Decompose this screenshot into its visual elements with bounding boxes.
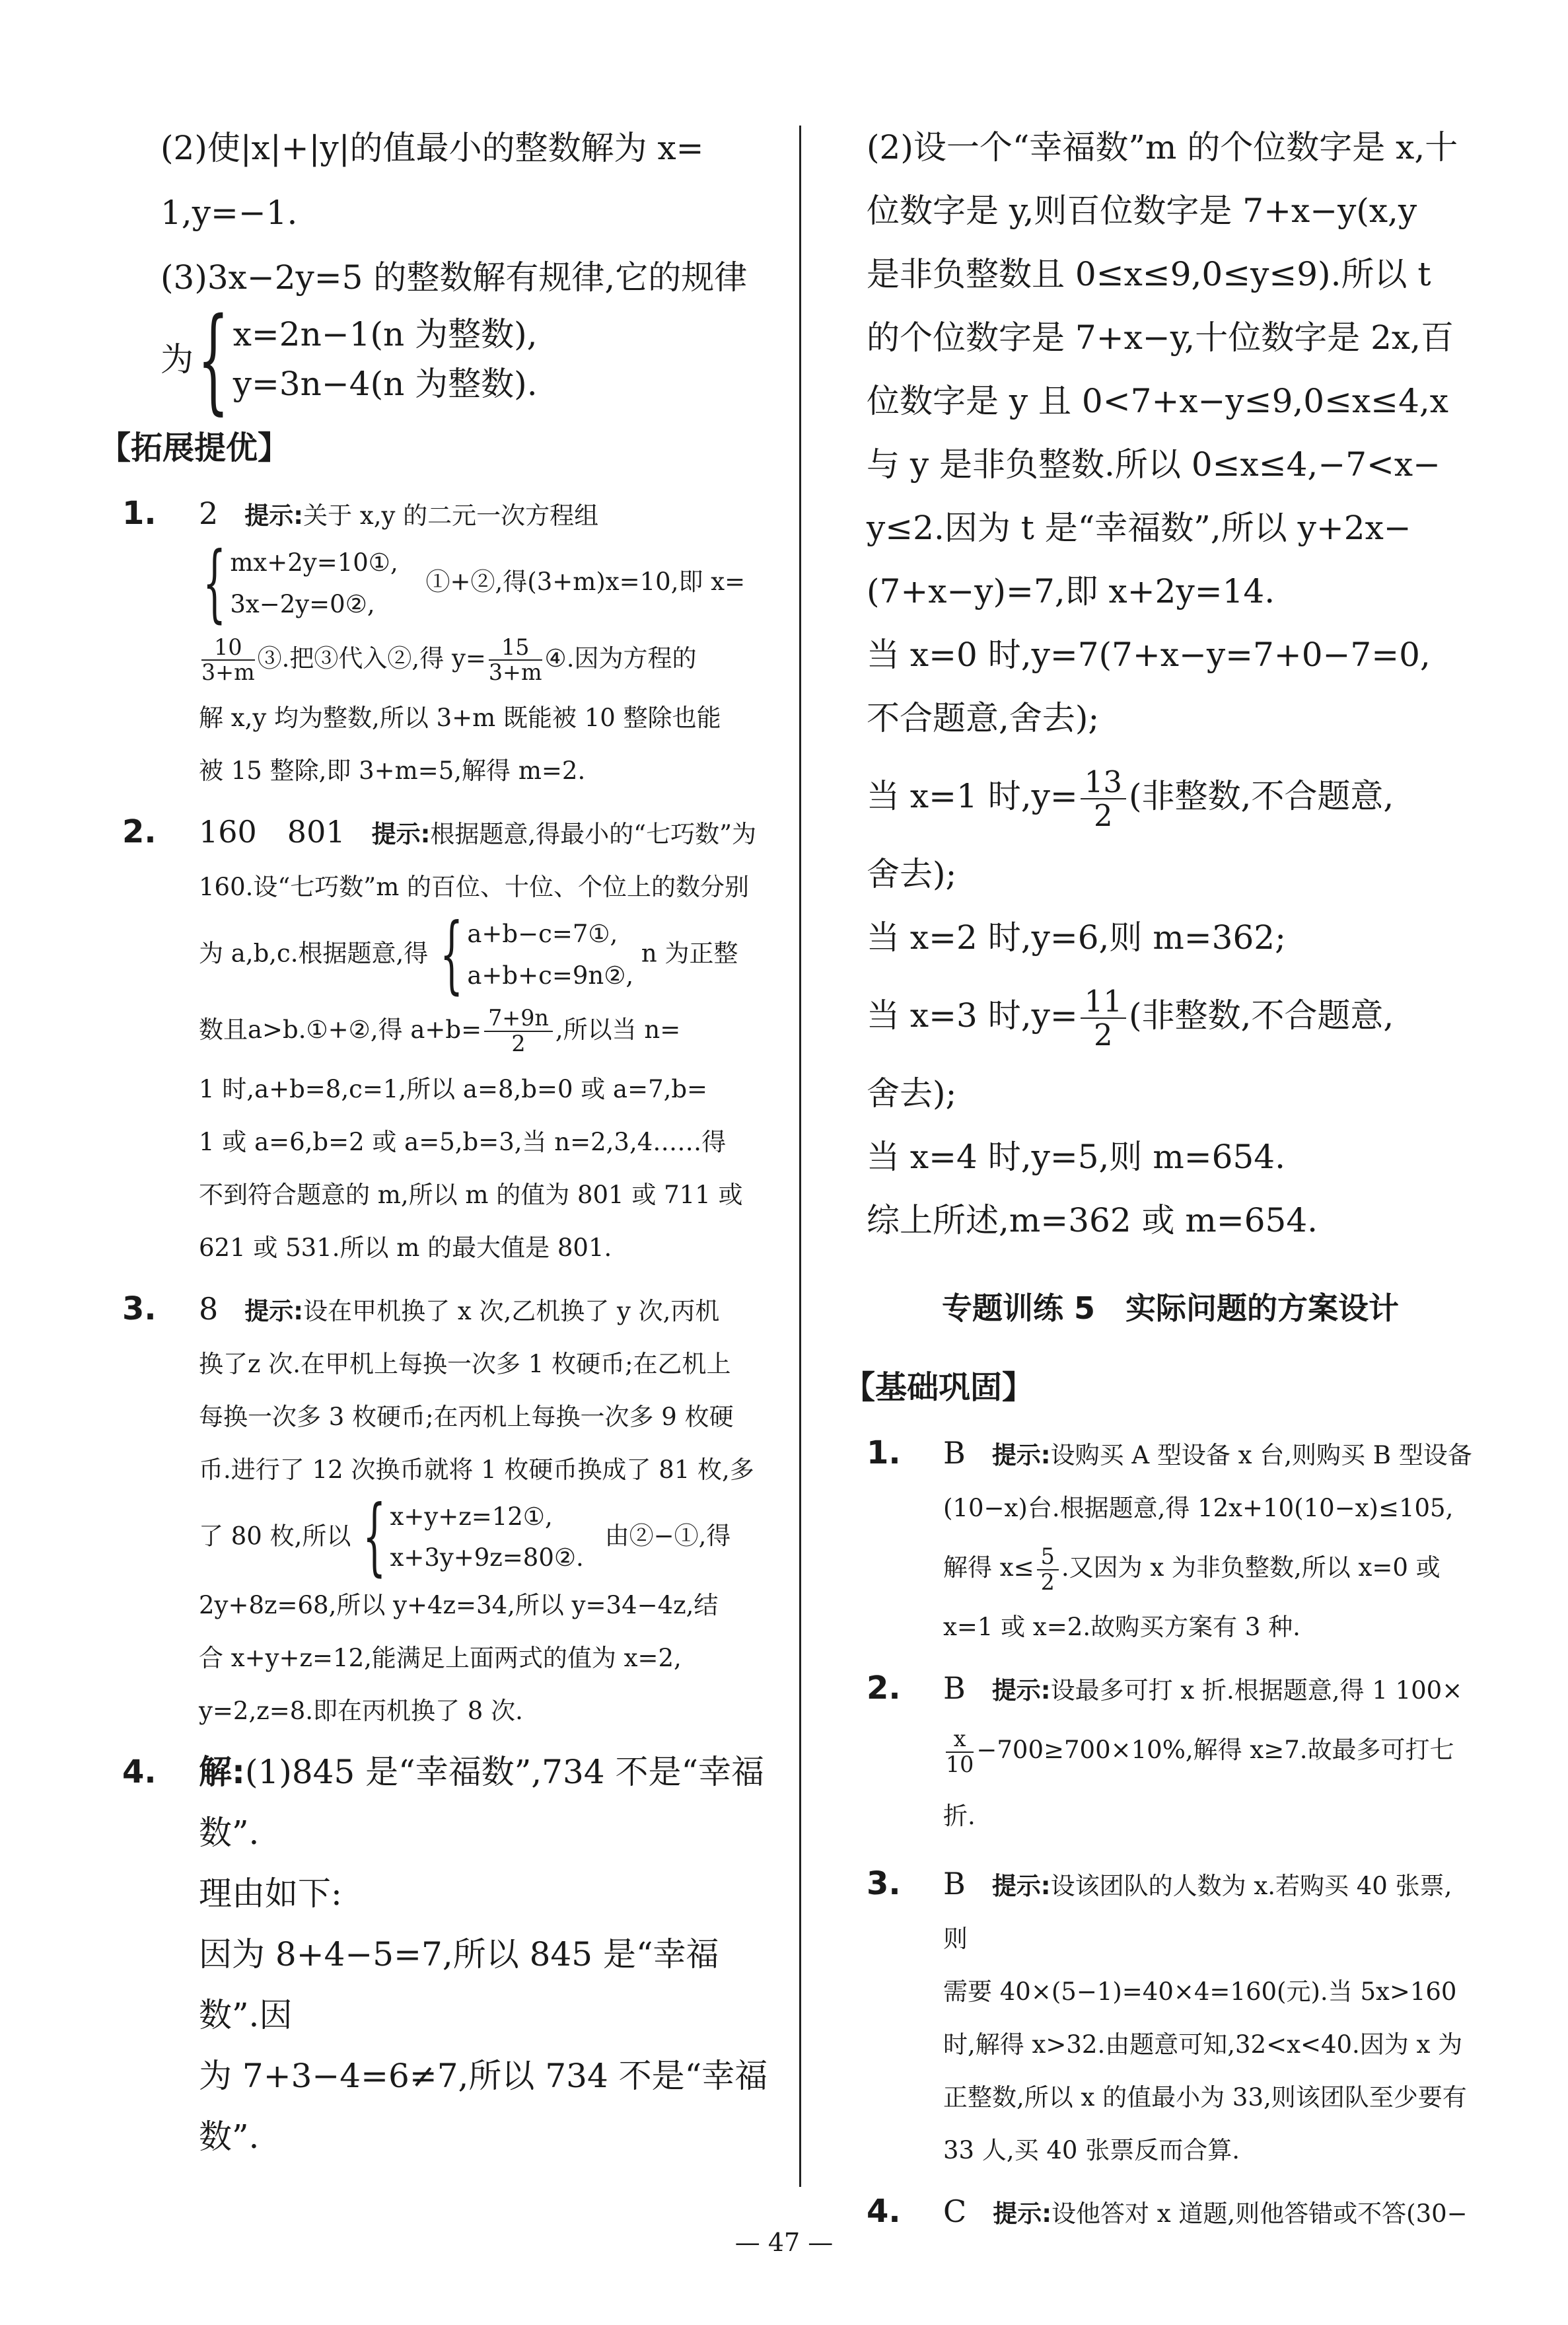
numerator: 15 (489, 636, 542, 661)
denominator: 2 (1040, 1568, 1055, 1595)
hint-text: 根据题意,得最小的“七巧数”为 (430, 819, 756, 848)
hint-text: 33 人,买 40 张票反而合算. (943, 2136, 1240, 2164)
intro-line: (3)3x−2y=5 的整数解有规律,它的规律 (160, 258, 748, 297)
fraction (484, 1006, 553, 1056)
question-number: 1. (122, 495, 157, 532)
hint-text: 设购买 A 型设备 x 台,则购买 B 型设备 (1050, 1441, 1472, 1469)
answer: B (943, 1866, 966, 1901)
denominator: 2 (511, 1031, 526, 1057)
system-row: a+b+c=9n②, (467, 961, 634, 990)
fraction (489, 636, 542, 685)
hint-text: 需要 40×(5−1)=40×4=160(元).当 5x>160 (943, 1977, 1457, 2006)
hint-text: 正整数,所以 x 的值最小为 33,则该团队至少要有 (943, 2083, 1467, 2112)
equation-system (359, 1487, 584, 1587)
section-heading: 【基础巩固】 (843, 1369, 1034, 1406)
question-1 (867, 1426, 1474, 1654)
solution-text: 不合题意,舍去); (867, 699, 1100, 737)
hint-text: 设该团队的人数为 x.若购买 40 张票,则 (943, 1872, 1452, 1953)
intro-line: 1,y=−1. (160, 194, 298, 232)
fraction (1037, 1545, 1059, 1594)
solution-text: 舍去); (867, 855, 957, 893)
numerator: x (946, 1727, 974, 1753)
hint-text: 解 x,y 均为整数,所以 3+m 既能被 10 整除也能 (199, 703, 721, 732)
hint-text: 由②−①,得 (604, 1521, 731, 1550)
solution-text: 是非负整数且 0≤x≤9,0≤y≤9).所以 t (867, 255, 1431, 293)
hint-text: 621 或 531.所以 m 的最大值是 801. (199, 1233, 612, 1262)
hint-text: 设他答对 x 道题,则他答错或不答(30− (1051, 2199, 1468, 2228)
hint-text: ④.因为方程的 (544, 644, 697, 673)
numerator: 5 (1037, 1545, 1059, 1570)
solution-text: 因为 8+4−5=7,所以 845 是“幸福数”.因 (199, 1935, 719, 2035)
system-row: mx+2y=10①, (230, 548, 398, 577)
hint-label: 提示: (244, 1296, 304, 1325)
hint-text: 换了z 次.在甲机上每换一次多 1 枚硬币;在乙机上 (199, 1349, 731, 1378)
hint-text: ①+②,得(3+m)x=10,即 x= (425, 568, 746, 597)
solution-text: y≤2.因为 t 是“幸福数”,所以 y+2x− (867, 509, 1411, 547)
question-2 (867, 1662, 1474, 1849)
question-2 (122, 805, 769, 1274)
hint-text: 设在甲机换了 x 次,乙机换了 y 次,丙机 (303, 1296, 720, 1325)
question-number: 1. (867, 1434, 901, 1471)
solution-label: 解: (199, 1753, 245, 1792)
section-heading: 【拓展提优】 (99, 429, 290, 466)
hint-text: ,所以当 n= (555, 1015, 681, 1044)
hint-text: 时,解得 x>32.由题意可知,32<x<40.因为 x 为 (943, 2030, 1463, 2059)
numerator: 7+9n (484, 1006, 553, 1032)
solution-text: 当 x=4 时,y=5,则 m=654. (867, 1138, 1285, 1176)
continued-solution (867, 116, 1474, 1252)
question-number: 3. (867, 1865, 901, 1902)
numerator: 10 (201, 636, 255, 661)
system-row: y=3n−4(n 为整数). (232, 365, 538, 403)
hint-text: (10−x)台.根据题意,得 12x+10(10−x)≤105, (943, 1494, 1454, 1522)
hint-text: 被 15 整除,即 3+m=5,解得 m=2. (199, 756, 586, 785)
solution-text: 位数字是 y,则百位数字是 7+x−y(x,y (867, 192, 1417, 230)
hint-text: 解得 x≤ (943, 1553, 1034, 1582)
equation-system (160, 292, 538, 427)
hint-text: 2y+8z=68,所以 y+4z=34,所以 y=34−4z,结 (199, 1591, 719, 1620)
solution-text: 当 x=1 时,y= (867, 777, 1078, 815)
intro-system (122, 292, 769, 427)
solution-text: 与 y 是非负整数.所以 0≤x≤4,−7<x− (867, 445, 1441, 484)
hint-text: x=1 或 x=2.故购买方案有 3 种. (943, 1613, 1301, 1641)
solution-text: 理由如下: (199, 1874, 342, 1913)
numerator: 13 (1081, 766, 1126, 800)
hint-text: 合 x+y+z=12,能满足上面两式的值为 x=2, (199, 1644, 682, 1673)
hint-label: 提示: (991, 1441, 1051, 1469)
column-divider (799, 126, 801, 2187)
question-number: 2. (122, 813, 157, 850)
hint-text: 数且a>b.①+②,得 a+b= (199, 1015, 482, 1044)
solution-text: 位数字是 y 且 0<7+x−y≤9,0≤x≤4,x (867, 382, 1448, 420)
answer: 160 801 (199, 813, 345, 850)
brace-symbol: { (363, 1487, 386, 1587)
hint-label: 提示: (244, 501, 304, 530)
hint-text: y=2,z=8.即在丙机换了 8 次. (199, 1697, 523, 1726)
question-number: 4. (867, 2193, 901, 2230)
denominator: 10 (946, 1751, 974, 1777)
topic-title: 专题训练 5 实际问题的方案设计 (941, 1290, 1400, 1326)
page-number: — 47 — (734, 2228, 834, 2257)
question-number: 2. (867, 1670, 901, 1707)
answer: C (943, 2194, 967, 2229)
denominator: 2 (1094, 798, 1113, 833)
hint-text: 为 a,b,c.根据题意,得 (199, 939, 429, 968)
system-row: 3x−2y=0②, (230, 589, 375, 618)
hint-text: 1 或 a=6,b=2 或 a=5,b=3,当 n=2,3,4……得 (199, 1127, 727, 1156)
equation-system (436, 904, 634, 1004)
hint-label: 提示: (991, 1676, 1051, 1705)
answer: 8 (199, 1290, 219, 1327)
hint-text: ③.把③代入②,得 y= (257, 644, 486, 673)
system-row: x+3y+9z=80②. (390, 1543, 584, 1572)
right-column (843, 116, 1474, 2240)
fraction (946, 1727, 974, 1777)
hint-text: 币.进行了 12 次换币就将 1 枚硬币换成了 81 枚,多 (199, 1455, 754, 1484)
system-row: x=2n−1(n 为整数), (232, 315, 538, 353)
hint-text: −700≥700×10%,解得 x≥7.故最多可打七折. (943, 1736, 1454, 1830)
hint-text: 了 80 枚,所以 (199, 1521, 351, 1550)
brace-symbol: { (203, 533, 227, 633)
brace-symbol: { (197, 292, 229, 427)
system-row: x+y+z=12①, (390, 1502, 553, 1531)
solution-text: 当 x=2 时,y=6,则 m=362; (867, 918, 1286, 957)
denominator: 3+m (488, 659, 542, 686)
question-4 (122, 1742, 769, 2167)
solution-text: 综上所述,m=362 或 m=654. (867, 1201, 1318, 1239)
left-column (99, 116, 769, 2167)
answer: 2 (199, 496, 219, 531)
denominator: 2 (1094, 1017, 1113, 1052)
hint-text: .又因为 x 为非负整数,所以 x=0 或 (1061, 1553, 1441, 1582)
solution-text: (2)设一个“幸福数”m 的个位数字是 x,十 (867, 128, 1458, 166)
brace-symbol: { (440, 904, 464, 1004)
question-3 (122, 1282, 769, 1738)
solution-text: (非整数,不合题意, (1129, 777, 1394, 815)
hint-text: 160.设“七巧数”m 的百位、十位、个位上的数分别 (199, 872, 750, 901)
hint-text: 每换一次多 3 枚硬币;在丙机上每换一次多 9 枚硬 (199, 1402, 734, 1431)
numerator: 11 (1081, 985, 1126, 1019)
hint-text: n 为正整 (641, 939, 738, 968)
hint-text: 设最多可打 x 折.根据题意,得 1 100× (1050, 1676, 1463, 1705)
question-1 (122, 487, 769, 797)
fraction (1081, 985, 1126, 1052)
system-row: a+b−c=7①, (467, 919, 618, 948)
hint-text: 1 时,a+b=8,c=1,所以 a=8,b=0 或 a=7,b= (199, 1074, 708, 1103)
solution-text: (非整数,不合题意, (1129, 996, 1394, 1035)
hint-label: 提示: (993, 2199, 1051, 2228)
solution-text: (1)845 是“幸福数”,734 不是“幸福数”. (199, 1753, 765, 1853)
solution-text: (7+x−y)=7,即 x+2y=14. (867, 572, 1275, 610)
answer: B (943, 1670, 966, 1706)
answer: B (943, 1435, 966, 1471)
solution-text: 数”. (199, 2118, 260, 2157)
hint-text: 不到符合题意的 m,所以 m 的值为 801 或 711 或 (199, 1180, 743, 1209)
question-3 (867, 1857, 1474, 2177)
intro-line: (2)使|x|+|y|的值最小的整数解为 x= (160, 129, 704, 167)
solution-text: 为 7+3−4=6≠7,所以 734 不是“幸福 (199, 2057, 768, 2096)
equation-system (199, 533, 398, 633)
hint-label: 提示: (371, 819, 431, 848)
hint-text: 关于 x,y 的二元一次方程组 (303, 501, 599, 530)
solution-text: 的个位数字是 7+x−y,十位数字是 2x,百 (867, 318, 1454, 357)
question-number: 4. (122, 1753, 157, 1791)
solution-text: 舍去); (867, 1074, 957, 1113)
solution-text: 当 x=3 时,y= (867, 996, 1078, 1035)
intro-prefix: 为 (160, 340, 194, 379)
hint-label: 提示: (991, 1872, 1051, 1900)
fraction (1081, 766, 1126, 832)
denominator: 3+m (201, 659, 255, 686)
question-number: 3. (122, 1290, 157, 1327)
solution-text: 当 x=0 时,y=7(7+x−y=7+0−7=0, (867, 636, 1431, 674)
